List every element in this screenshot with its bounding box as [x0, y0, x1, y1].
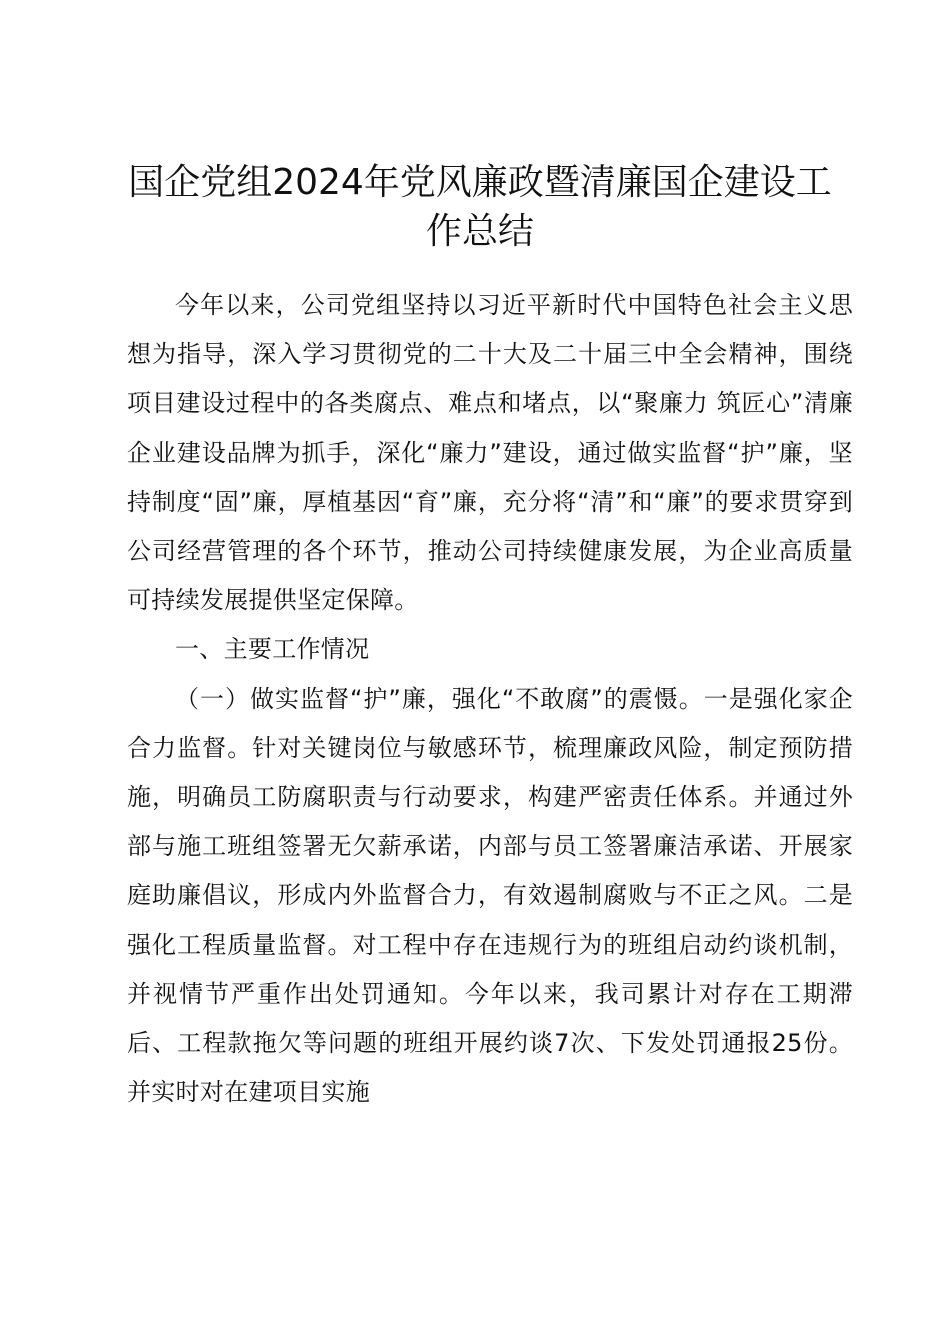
document-title: 国企党组2024年党风廉政暨清廉国企建设工作总结 — [128, 162, 832, 252]
document-body — [127, 281, 853, 1117]
section-heading: 一、主要工作情况 — [175, 635, 370, 664]
intro-paragraph: 今年以来，公司党组坚持以习近平新时代中国特色社会主义思想为指导，深入学习贯彻党的二十大及二十届三中全会精神，围绕项目建设过程中的各类腐点、难点和堵点，以“聚廉力 筑匠心”清廉企业建设品牌为抓手，深化“廉力”建设，通过做实监督“护”廉，坚持制度“固”廉，厚植基因“育”廉，充分将“清”和“廉”的要求贯穿到公司经营管理的各个环节，推动公司持续健康发展，为企业高质量可持续发展提供坚定保障。 — [127, 291, 853, 615]
section-paragraph: （一）做实监督“护”廉，强化“不敢腐”的震慑。一是强化家企合力监督。针对关键岗位与敏感环节，梳理廉政风险，制定预防措施，明确员工防腐职责与行动要求，构建严密责任体系。并通过外部与施工班组签署无欠薪承诺，内部与员工签署廉洁承诺、开展家庭助廉倡议，形成内外监督合力，有效遏制腐败与不正之风。二是强化工程质量监督。对工程中存在违规行为的班组启动约谈机制，并视情节严重作出处罚通知。今年以来，我司累计对存在工期滞后、工程款拖欠等问题的班组开展约谈7次、下发处罚通报25份。并实时对在建项目实施 — [127, 684, 853, 1107]
